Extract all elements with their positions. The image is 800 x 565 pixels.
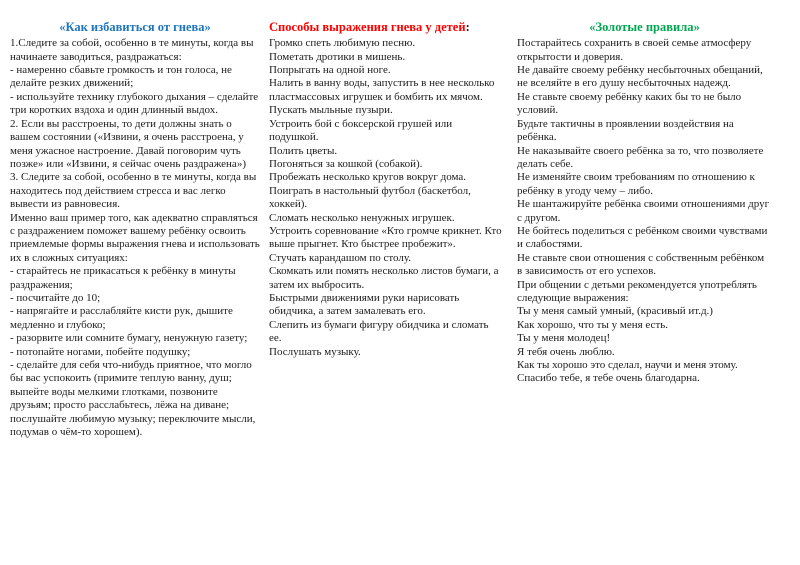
column-3-heading: «Золотые правила» [589,20,700,34]
column-ways-children-express-anger [269,19,502,565]
paragraph: Как ты хорошо это сделал, научи и меня этому. [517,359,738,371]
paragraph: Не ставьте свои отношения с собственным ребёнком в зависимость от его успехов. [517,251,765,278]
paragraph: Скомкать или помять несколько листов бумаги, а затем их выбросить. [269,265,499,291]
column-1-body [10,37,260,439]
paragraph: - сделайте для себя что-нибудь приятное, что могло бы вас успокоить (примите теплую ванну, душ; выпейте воды мелкими глотками, позвоните друзьям; просто расслабьтесь, лёжа на диване; послушайте любимую музыку; переключите мысли, подумав о чём-то хорошем). [10,359,256,439]
paragraph: - разорвите или сомните бумагу, ненужную газету; [10,332,248,345]
column-2-body [269,37,502,359]
paragraph: 2. Если вы расстроены, то дети должны знать о вашем состоянии («Извини, я очень расстроена, у меня ужасное настроение. Давай поговорим чуть позже» или «Извини, я сейчас очень раздражена») [10,117,246,170]
paragraph: Поиграть в настольный футбол (баскетбол, хоккей). [269,184,471,211]
paragraph: Устроить соревнование «Кто громче крикнет. Кто выше прыгнет. Кто быстрее пробежит». [269,224,502,251]
paragraph: Не ставьте своему ребёнку каких бы то не было условий. [517,90,742,117]
paragraph: 1.Следите за собой, особенно в те минуты, когда вы начинаете заводиться, раздражаться: [10,37,254,63]
paragraph: - посчитайте до 10; [10,291,101,304]
paragraph: Как хорошо, что ты у меня есть. [517,318,669,331]
paragraph: Спасибо тебе, я тебе очень благодарна. [517,372,700,385]
paragraph: Стучать карандашом по столу. [269,251,412,264]
paragraph: Ты у меня молодец! [517,332,611,345]
paragraph: Послушать музыку. [269,345,361,358]
paragraph: Не давайте своему ребёнку несбыточных обещаний, не вселяйте в его душу несбыточных надежд. [517,64,763,90]
paragraph: Ты у меня самый умный, (красивый ит.д.) [517,305,713,318]
column-get-rid-of-anger [10,19,260,565]
column-2-heading-colon: : [465,20,470,34]
paragraph: Быстрыми движениями руки нарисовать обидчика, а затем замалевать его. [269,291,460,318]
paragraph: Громко спеть любимую песню. [269,37,416,50]
paragraph: Пробежать несколько кругов вокруг дома. [269,171,467,184]
paragraph: Постарайтесь сохранить в своей семье атмосферу открытости и доверия. [517,37,752,63]
paragraph: Устроить бой с боксерской грушей или подушкой. [269,117,453,144]
paragraph: 3. Следите за собой, особенно в те минуты, когда вы находитесь под действием стресса и вас легко вывести из равновесия. [10,171,257,211]
paragraph: Не наказывайте своего ребёнка за то, что позволяете делать себе. [517,144,764,170]
paragraph: - потопайте ногами, побейте подушку; [10,345,191,358]
paragraph: Налить в ванну воды, запустить в нее несколько пластмассовых игрушек и бомбить их мячом. [269,77,495,103]
paragraph: Полить цветы. [269,144,338,157]
paragraph: Попрыгать на одной ноге. [269,64,391,77]
paragraph: Погоняться за кошкой (собакой). [269,157,423,170]
paragraph: Не шантажируйте ребёнка своими отношениями друг с другом. [517,198,770,224]
column-2-heading-text: Способы выражения гнева у детей [269,20,466,34]
column-3-body [517,37,772,386]
paragraph: Пускать мыльные пузыри. [269,104,393,117]
paragraph: - используйте технику глубокого дыхания – сделайте три коротких вздоха и один длинный выдох. [10,90,259,117]
paragraph: Будьте тактичны в проявлении воздействия на ребёнка. [517,117,734,144]
paragraph: Слепить из бумаги фигуру обидчика и сломать ее. [269,318,489,345]
paragraph: - старайтесь не прикасаться к ребёнку в минуты раздражения; [10,265,236,291]
paragraph: - намеренно сбавьте громкость и тон голоса, не делайте резких движений; [10,64,232,90]
paragraph: Пометать дротики в мишень. [269,50,406,63]
paragraph: При общении с детьми рекомендуется употреблять следующие выражения: [517,278,757,304]
paragraph: - напрягайте и расслабляйте кисти рук, дышите медленно и глубоко; [10,305,233,331]
paragraph: Не изменяйте своим требованиям по отношению к ребёнку в угоду чему – либо. [517,171,755,197]
paragraph: Не бойтесь поделиться с ребёнком своими чувствами и слабостями. [517,224,768,251]
paragraph: Я тебя очень люблю. [517,345,615,358]
column-golden-rules [517,19,772,565]
column-2-heading [269,19,502,35]
column-1-heading: «Как избавиться от гнева» [59,20,211,34]
paragraph: Именно ваш пример того, как адекватно справляться с раздражением поможет вашему ребёнку освоить приемлемые формы выражения гнева и использовать их в сложных ситуациях: [10,211,260,264]
paragraph: Сломать несколько ненужных игрушек. [269,211,455,224]
